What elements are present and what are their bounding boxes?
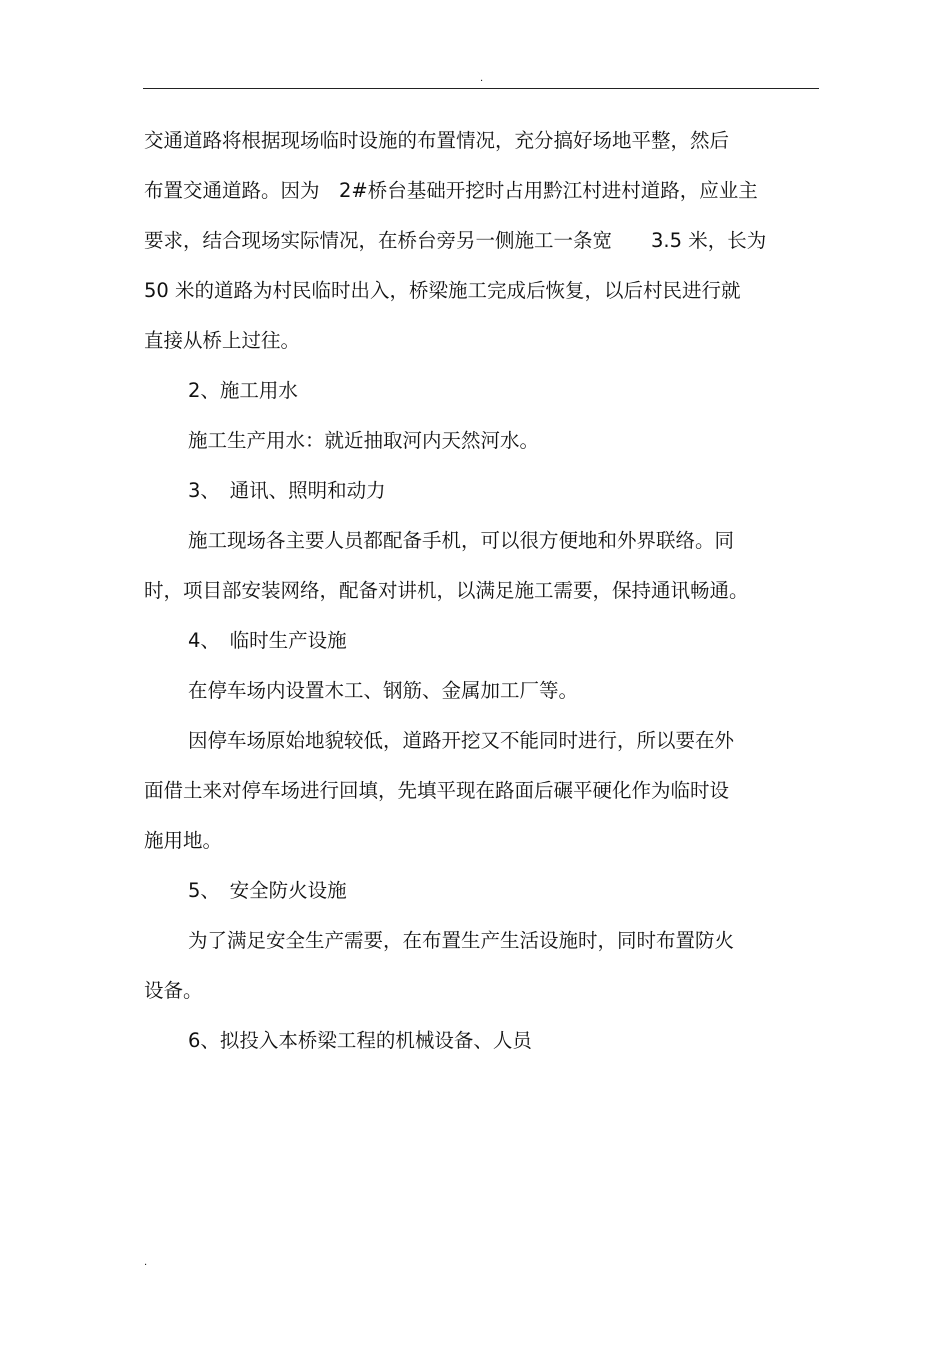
body-line-comm-1: 施工现场各主要人员都配备手机，可以很方便地和外界联络。同 bbox=[188, 529, 735, 552]
body-line-2: 布置交通道路。因为 2#桥台基础开挖时占用黔江村进村道路，应业主 bbox=[144, 179, 758, 202]
body-line-facilities-3: 面借土来对停车场进行回填，先填平现在路面后碾平硬化作为临时设 bbox=[144, 779, 730, 802]
body-line-water: 施工生产用水：就近抽取河内天然河水。 bbox=[188, 429, 540, 452]
body-line-comm-2: 时，项目部安装网络，配备对讲机，以满足施工需要，保持通讯畅通。 bbox=[144, 579, 749, 602]
section-heading-equipment: 6、拟投入本桥梁工程的机械设备、人员 bbox=[188, 1029, 532, 1052]
header-mark: . bbox=[480, 73, 484, 84]
header-rule bbox=[143, 88, 819, 89]
body-line-fire-1: 为了满足安全生产需要，在布置生产生活设施时，同时布置防火 bbox=[188, 929, 735, 952]
section-heading-water: 2、施工用水 bbox=[188, 379, 298, 402]
body-line-5: 直接从桥上过往。 bbox=[144, 329, 301, 352]
body-line-facilities-4: 施用地。 bbox=[144, 829, 223, 852]
body-line-1: 交通道路将根据现场临时设施的布置情况，充分搞好场地平整，然后 bbox=[144, 129, 730, 152]
section-heading-facilities: 4、 临时生产设施 bbox=[188, 629, 347, 652]
footer-mark: . bbox=[144, 1257, 148, 1268]
body-line-facilities-1: 在停车场内设置木工、钢筋、金属加工厂等。 bbox=[188, 679, 579, 702]
body-line-3: 要求，结合现场实际情况，在桥台旁另一侧施工一条宽 3.5 米，长为 bbox=[144, 229, 767, 252]
section-heading-communication: 3、 通讯、照明和动力 bbox=[188, 479, 386, 502]
body-line-facilities-2: 因停车场原始地貌较低，道路开挖又不能同时进行，所以要在外 bbox=[188, 729, 735, 752]
body-line-fire-2: 设备。 bbox=[144, 979, 203, 1002]
section-heading-fire: 5、 安全防火设施 bbox=[188, 879, 347, 902]
body-line-4: 50 米的道路为村民临时出入，桥梁施工完成后恢复，以后村民进行就 bbox=[144, 279, 741, 302]
